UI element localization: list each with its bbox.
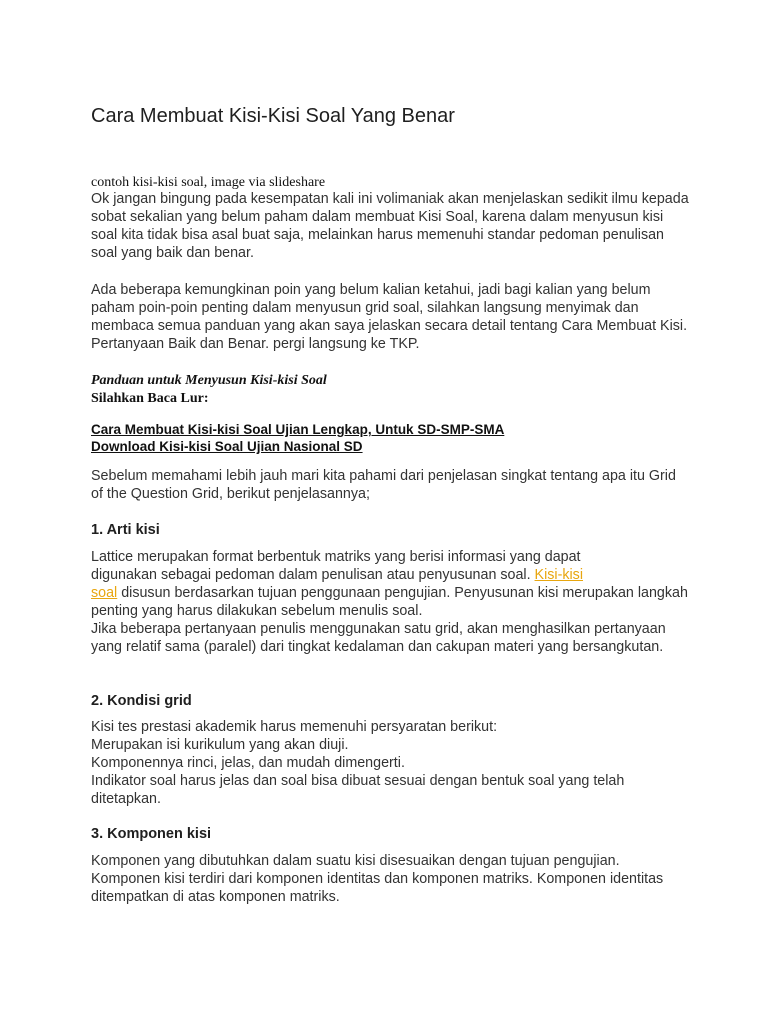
intro-paragraph-2: Ada beberapa kemungkinan poin yang belum kalian ketahui, jadi bagi kalian yang belum paham poin-poin penting dalam menyusun grid soal, silahkan langsung menyimak dan membaca semua panduan yang akan saya jelaskan secara detail tentang Cara Membuat Kisi. Pertanyaan Baik dan Benar. pergi langsung ke TKP. xyxy=(91,282,688,352)
kisi-kisi-link-part-2[interactable]: soal xyxy=(91,585,118,601)
section-heading-kondisi: 2. Kondisi grid xyxy=(91,693,192,709)
related-link-kisi-lengkap[interactable]: Cara Membuat Kisi-kisi Soal Ujian Lengkap, Untuk SD-SMP-SMA xyxy=(91,422,505,437)
kondisi-line: Indikator soal harus jelas dan soal bisa dibuat sesuai dengan bentuk soal yang telah ditetapkan. xyxy=(91,773,625,807)
arti-paragraph-1 xyxy=(91,548,691,620)
kondisi-line: Komponennya rinci, jelas, dan mudah dimengerti. xyxy=(91,755,405,771)
read-prompt: Silahkan Baca Lur: xyxy=(91,391,209,406)
guide-heading: Panduan untuk Menyusun Kisi-kisi Soal xyxy=(91,373,327,388)
arti-line-3: disusun berdasarkan tujuan penggunaan pengujian. Penyusunan kisi merupakan langkah penting yang harus dilakukan sebelum menulis soal. xyxy=(91,585,688,619)
section-body-kondisi xyxy=(91,718,691,808)
arti-paragraph-2: Jika beberapa pertanyaan penulis menggunakan satu grid, akan menghasilkan pertanyaan yang relatif sama (paralel) dari tingkat kedalaman dan cakupan materi yang bersangkutan. xyxy=(91,621,666,655)
related-link-kisi-un-sd[interactable]: Download Kisi-kisi Soal Ujian Nasional SD xyxy=(91,439,363,454)
image-caption: contoh kisi-kisi soal, image via slideshare xyxy=(91,175,326,190)
arti-line-2: digunakan sebagai pedoman dalam penulisan atau penyusunan soal. xyxy=(91,567,535,583)
section-heading-arti: 1. Arti kisi xyxy=(91,522,160,538)
intro-paragraph-1: Ok jangan bingung pada kesempatan kali ini volimaniak akan menjelaskan sedikit ilmu kepada sobat sekalian yang belum paham dalam membuat Kisi Soal, karena dalam menyusun kisi soal kita tidak bisa asal buat saja, melainkan harus memenuhi standar pedoman penulisan soal yang baik dan benar. xyxy=(91,191,689,261)
explanation-intro: Sebelum memahami lebih jauh mari kita pahami dari penjelasan singkat tentang apa itu Grid of the Question Grid, berikut penjelasannya; xyxy=(91,468,676,502)
kisi-kisi-link-part-1[interactable]: Kisi-kisi xyxy=(534,567,583,583)
kondisi-line: Kisi tes prestasi akademik harus memenuhi persyaratan berikut: xyxy=(91,719,498,735)
kondisi-line: Merupakan isi kurikulum yang akan diuji. xyxy=(91,737,349,753)
section-body-komponen: Komponen yang dibutuhkan dalam suatu kisi disesuaikan dengan tujuan pengujian. Komponen kisi terdiri dari komponen identitas dan komponen matriks. Komponen identitas ditempatkan di atas komponen matriks. xyxy=(91,853,664,905)
related-links xyxy=(91,421,691,455)
page-title: Cara Membuat Kisi-Kisi Soal Yang Benar xyxy=(91,105,455,127)
arti-line-1: Lattice merupakan format berbentuk matriks yang berisi informasi yang dapat xyxy=(91,549,581,565)
section-heading-komponen: 3. Komponen kisi xyxy=(91,826,212,842)
section-body-arti xyxy=(91,548,691,656)
